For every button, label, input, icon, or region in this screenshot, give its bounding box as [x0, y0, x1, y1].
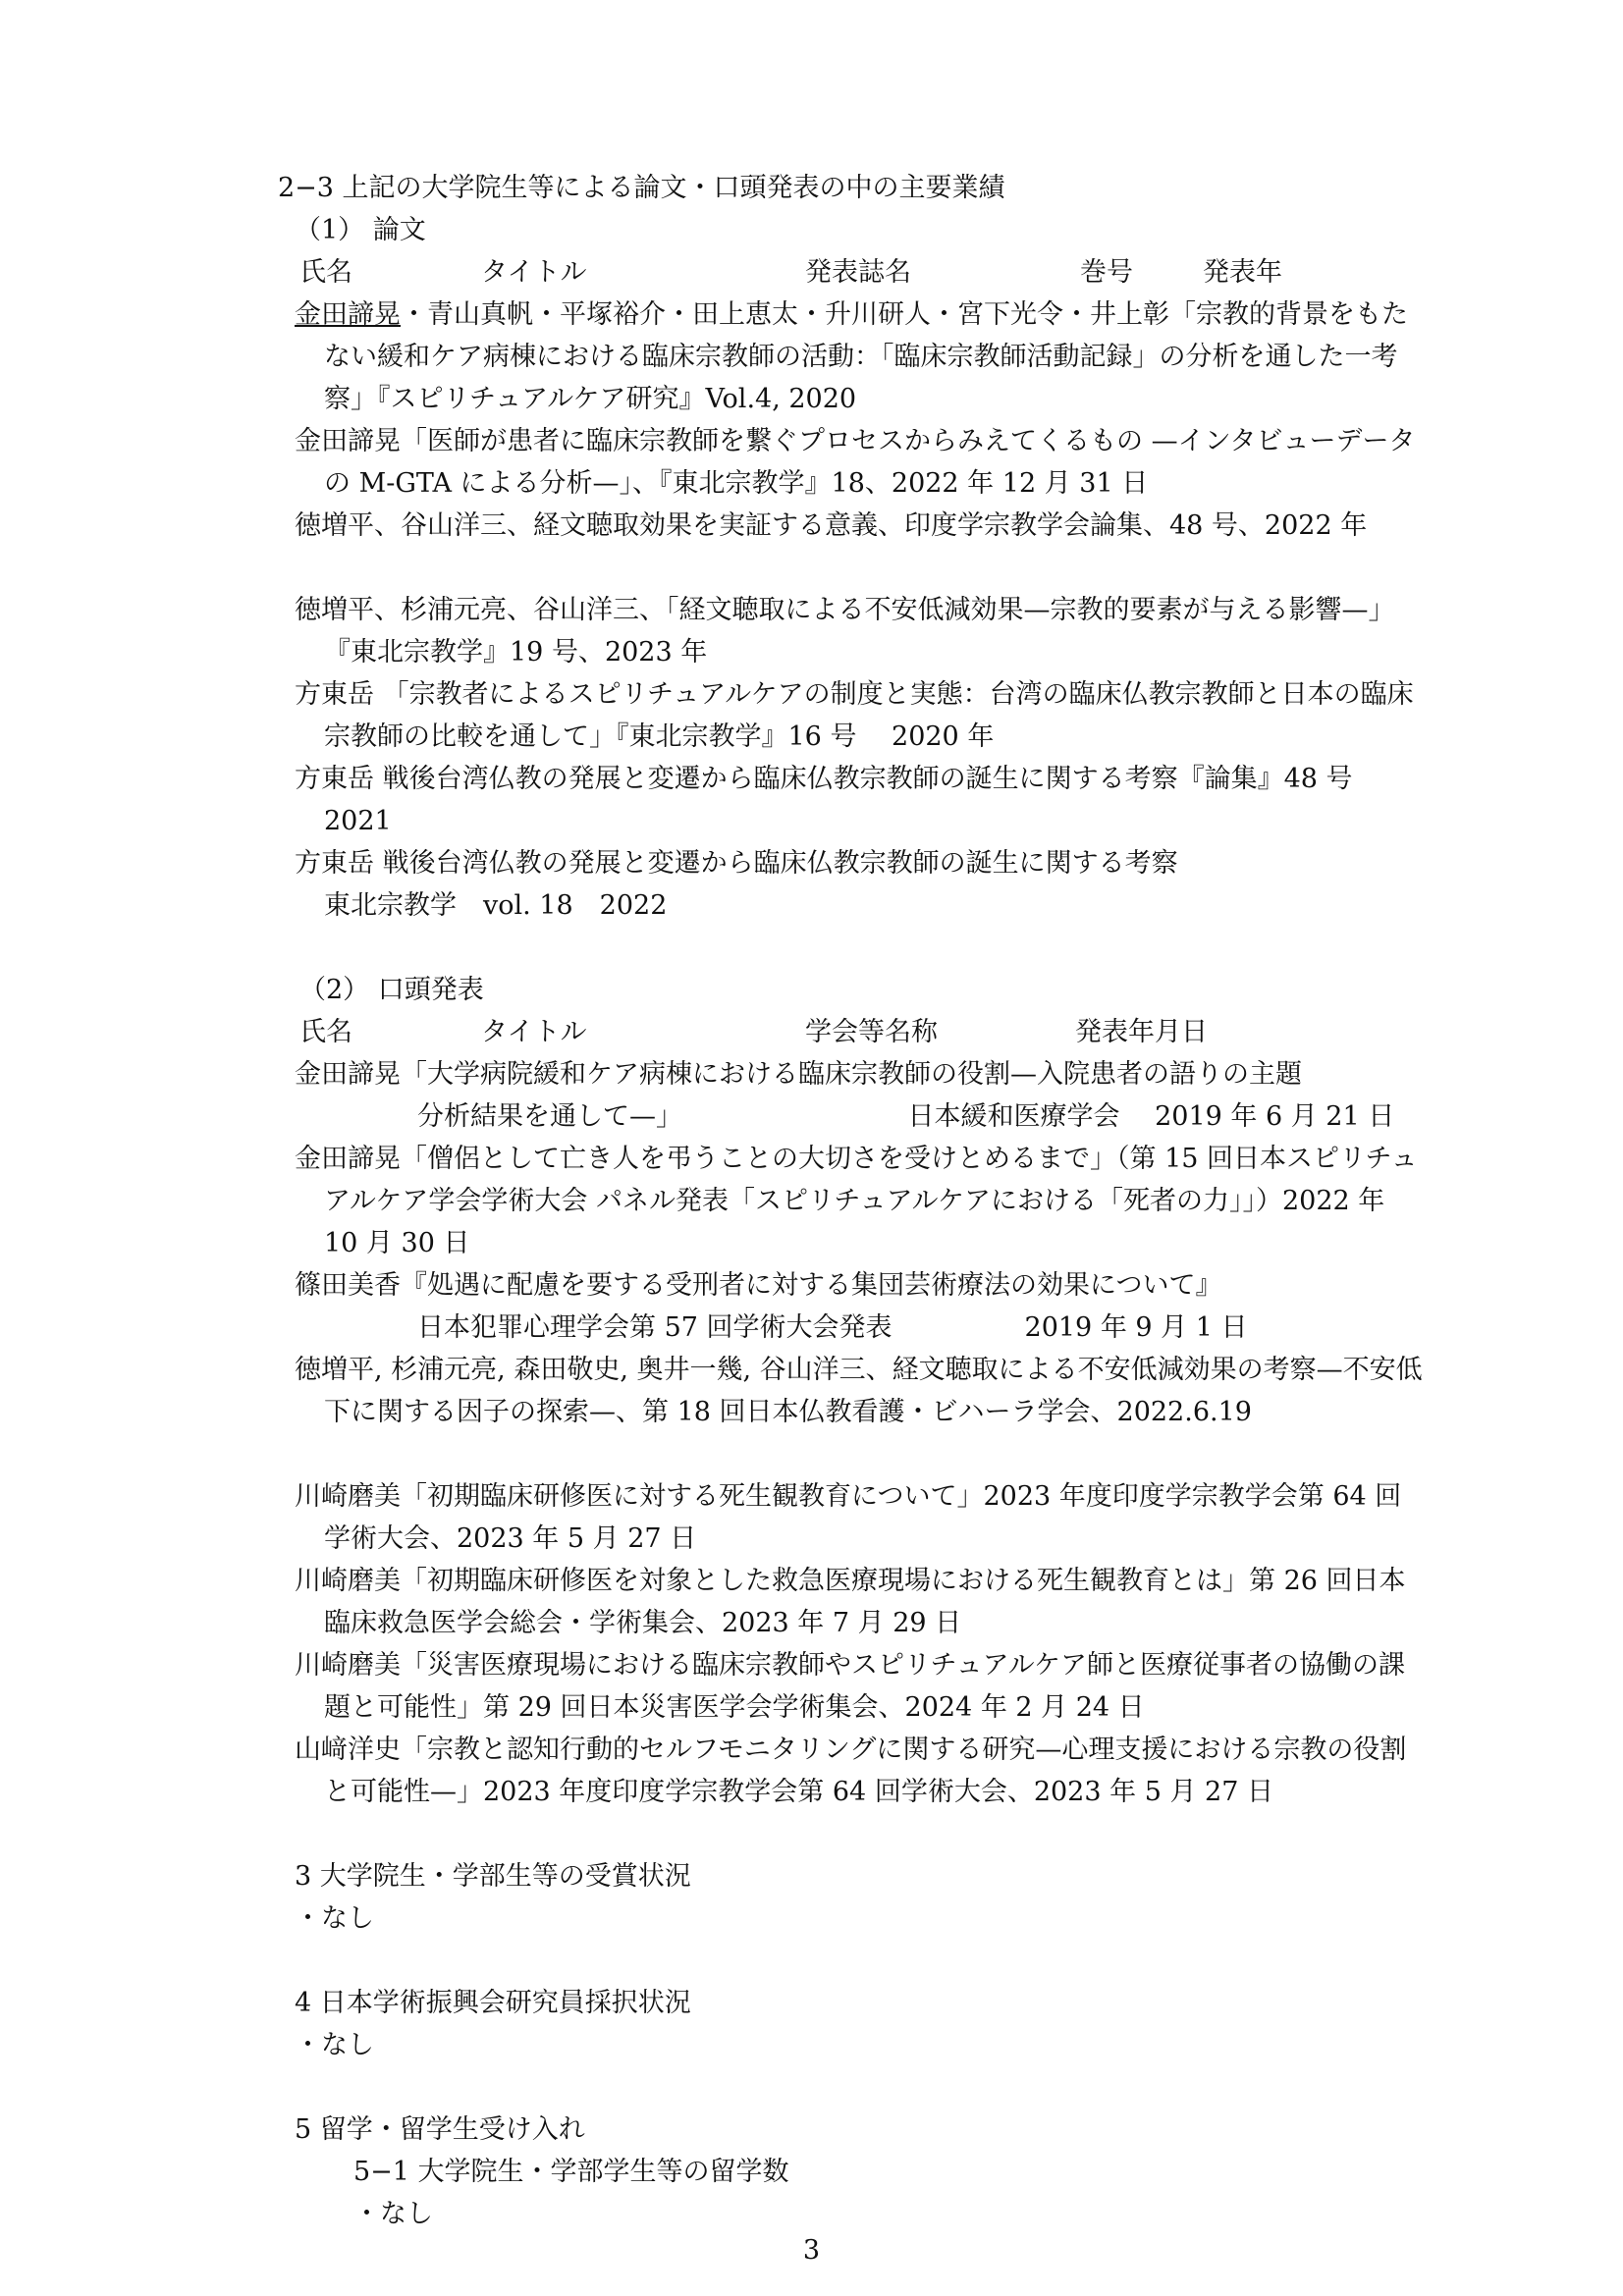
column-header: 発表誌名	[805, 257, 911, 288]
paper-entry: 方東岳 戦後台湾仏教の発展と変遷から臨床仏教宗教師の誕生に関する考察	[295, 848, 1178, 879]
column-header: 学会等名称	[805, 1017, 938, 1047]
presentation-entry: 川崎磨美「初期臨床研修医に対する死生観教育について」2023 年度印度学宗教学会第 64 回学術大会、2023 年 5 月 27 日	[295, 1481, 1402, 1554]
column-header: 発表年月日	[1075, 1017, 1208, 1047]
paper-entry: 金田諦晃「医師が患者に臨床宗教師を繋ぐプロセスからみえてくるもの —インタビューデータの M-GTA による分析—」、『東北宗教学』18、2022 年 12 月 31 日	[295, 426, 1416, 499]
section-5-1-heading: 5−1 大学院生・学部学生等の留学数	[353, 2157, 789, 2187]
paper-entry: 方東岳 戦後台湾仏教の発展と変遷から臨床仏教宗教師の誕生に関する考察『論集』48 号 2021	[295, 764, 1380, 836]
column-header: タイトル	[481, 257, 587, 288]
presentation-entry: 金田諦晃「僧侶として亡き人を弔うことの大切さを受けとめるまで」（第 15 回日本スピリチュアルケア学会学術大会 パネル発表「スピリチュアルケアにおける「死者の力」」）2022 年 10 月 30 日	[295, 1144, 1418, 1258]
presentation-entry: 徳増平, 杉浦元亮, 森田敬史, 奥井一幾, 谷山洋三、経文聴取による不安低減効果の考察—不安低下に関する因子の探索—、第 18 回日本仏教看護・ビハーラ学会、2022.6.19	[295, 1355, 1423, 1427]
presentations-column-headers	[299, 1011, 1380, 1053]
presentations-heading: （2） 口頭発表	[299, 975, 484, 1005]
section-4-item: ・なし	[295, 2030, 374, 2060]
section-3-heading: 3 大学院生・学部生等の受賞状況	[295, 1861, 691, 1892]
paper-entry: 徳増平、谷山洋三、経文聴取効果を実証する意義、印度学宗教学会論集、48 号、2022 年	[295, 510, 1368, 541]
section-4-heading: 4 日本学術振興会研究員採択状況	[295, 1988, 691, 2018]
column-header: 氏名	[299, 257, 352, 288]
paper-author: 金田諦晃	[295, 299, 401, 330]
presentation-entry: 川崎磨美「災害医療現場における臨床宗教師やスピリチュアルケア師と医療従事者の協働の課題と可能性」第 29 回日本災害医学会学術集会、2024 年 2 月 24 日	[295, 1650, 1406, 1723]
presentation-entry-continued: 日本犯罪心理学会第 57 回学術大会発表 2019 年 9 月 1 日	[417, 1312, 1248, 1343]
presentation-entry: 川崎磨美「初期臨床研修医を対象とした救急医療現場における死生観教育とは」第 26 回日本臨床救急医学会総会・学術集会、2023 年 7 月 29 日	[295, 1566, 1406, 1638]
page-number: 3	[802, 2235, 821, 2266]
presentation-entry: 金田諦晃「大学病院緩和ケア病棟における臨床宗教師の役割—入院患者の語りの主題	[295, 1059, 1302, 1090]
column-header: 巻号	[1080, 257, 1133, 288]
presentation-entry: 篠田美香『処遇に配慮を要する受刑者に対する集団芸術療法の効果について』	[295, 1270, 1222, 1301]
paper-text: ・青山真帆・平塚裕介・田上恵太・升川研人・宮下光令・井上彰「宗教的背景をもたない緩和ケア病棟における臨床宗教師の活動：「臨床宗教師活動記録」の分析を通した一考察」『スピリチュアルケア研究』Vol.4, 2020	[324, 299, 1408, 414]
paper-entry	[295, 294, 1424, 420]
column-header: 発表年	[1203, 257, 1282, 288]
section-5-1-item: ・なし	[353, 2199, 433, 2229]
presentation-entry: 山﨑洋史「宗教と認知行動的セルフモニタリングに関する研究—心理支援における宗教の役割と可能性—」2023 年度印度学宗教学会第 64 回学術大会、2023 年 5 月 27 日	[295, 1735, 1407, 1807]
papers-heading: （1） 論文	[295, 215, 426, 245]
section-5-heading: 5 留学・留学生受け入れ	[295, 2114, 585, 2145]
presentation-entry-continued: 分析結果を通して—」 日本緩和医療学会 2019 年 6 月 21 日	[417, 1101, 1395, 1132]
section-2-3-heading: 2−3 上記の大学院生等による論文・口頭発表の中の主要業績	[278, 173, 1005, 203]
paper-entry-continued: 東北宗教学 vol. 18 2022	[324, 890, 668, 921]
column-header: 氏名	[299, 1017, 352, 1047]
paper-entry: 方東岳 「宗教者によるスピリチュアルケアの制度と実態：台湾の臨床仏教宗教師と日本の臨床宗教師の比較を通して」『東北宗教学』16 号 2020 年	[295, 679, 1414, 752]
section-3-item: ・なし	[295, 1903, 374, 1934]
paper-entry: 徳増平、杉浦元亮、谷山洋三、「経文聴取による不安低減効果—宗教的要素が与える影響—」『東北宗教学』19 号、2023 年	[295, 595, 1395, 667]
papers-column-headers	[299, 251, 1380, 294]
column-header: タイトル	[481, 1017, 587, 1047]
